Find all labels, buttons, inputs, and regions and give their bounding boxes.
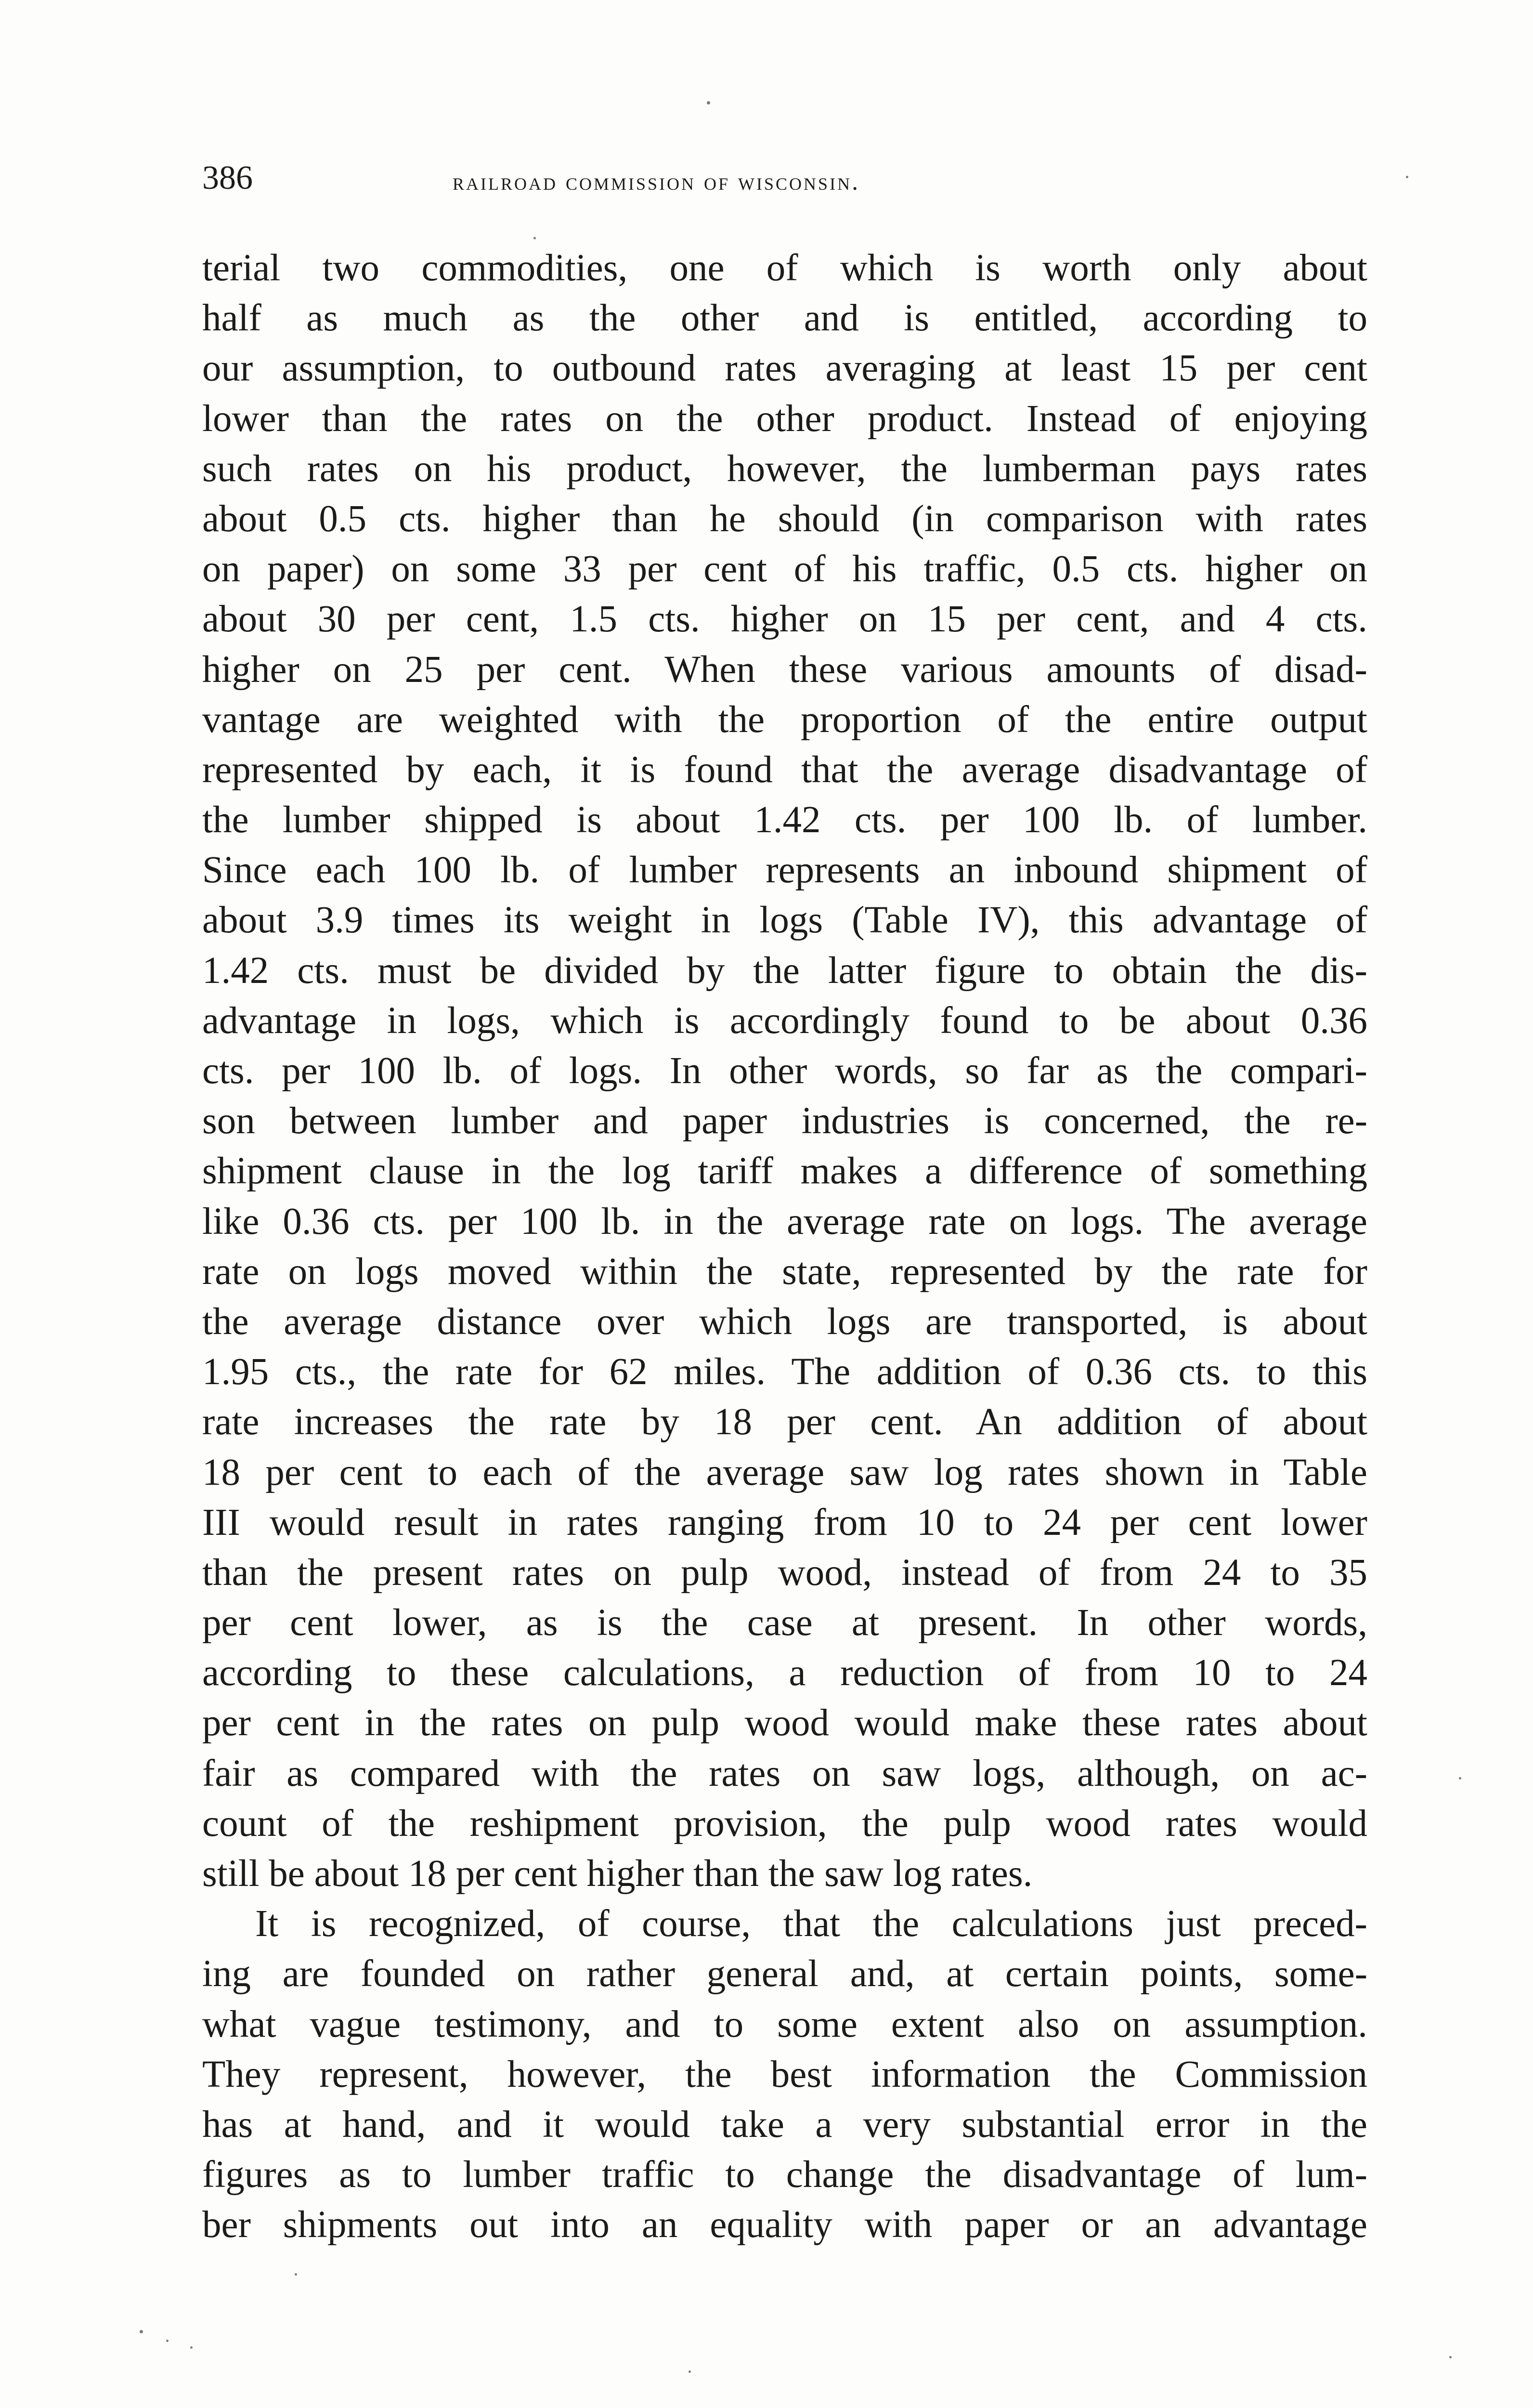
paper-speck (140, 2330, 143, 2333)
text-line: about 30 per cent, 1.5 cts. higher on 15 per cent, and 4 cts. (202, 598, 1367, 641)
text-line: according to these calculations, a reduction of from 10 to 24 (202, 1652, 1367, 1694)
body-text (202, 243, 1367, 2251)
text-line: rate on logs moved within the state, represented by the rate for (202, 1250, 1367, 1293)
text-line: fair as compared with the rates on saw logs, although, on ac- (202, 1752, 1367, 1794)
text-line: higher on 25 per cent. When these various amounts of disad- (202, 648, 1367, 691)
paper-speck (533, 237, 536, 239)
text-line: like 0.36 cts. per 100 lb. in the average rate on logs. The average (202, 1200, 1367, 1243)
page-number: 386 (202, 159, 253, 196)
text-line: about 3.9 times its weight in logs (Table IV), this advantage of (202, 899, 1367, 942)
text-line: terial two commodities, one of which is worth only about (202, 247, 1367, 289)
text-line: III would result in rates ranging from 10 to 24 per cent lower (202, 1501, 1367, 1544)
paper-speck (689, 2370, 691, 2373)
text-line: figures as to lumber traffic to change the disadvantage of lum- (202, 2154, 1367, 2196)
text-line: 18 per cent to each of the average saw log rates shown in Table (202, 1451, 1367, 1493)
text-line: than the present rates on pulp wood, instead of from 24 to 35 (202, 1551, 1367, 1594)
paper-speck (295, 2273, 297, 2276)
text-line: rate increases the rate by 18 per cent. An addition of about (202, 1401, 1367, 1443)
text-line: about 0.5 cts. higher than he should (in comparison with rates (202, 497, 1367, 540)
text-line: half as much as the other and is entitled, according to (202, 297, 1367, 340)
text-line: has at hand, and it would take a very substantial error in the (202, 2103, 1367, 2146)
text-line: what vague testimony, and to some extent also on assumption. (202, 2003, 1367, 2045)
text-line: son between lumber and paper industries is concerned, the re- (202, 1100, 1367, 1142)
text-line: They represent, however, the best information the Commission (202, 2053, 1367, 2095)
text-line: the average distance over which logs are transported, is about (202, 1300, 1367, 1343)
text-line: 1.95 cts., the rate for 62 miles. The addition of 0.36 cts. to this (202, 1351, 1367, 1393)
paragraph-2 (202, 1899, 1367, 2250)
text-line: shipment clause in the log tariff makes a difference of something (202, 1150, 1367, 1192)
paper-speck (1449, 2356, 1452, 2358)
text-line: vantage are weighted with the proportion of the entire output (202, 698, 1367, 741)
paper-speck (1459, 1777, 1461, 1780)
text-line: ing are founded on rather general and, at certain points, some- (202, 1953, 1367, 1995)
text-line: 1.42 cts. must be divided by the latter figure to obtain the dis- (202, 949, 1367, 992)
text-line: Since each 100 lb. of lumber represents an inbound shipment of (202, 849, 1367, 891)
paper-speck (707, 101, 710, 105)
text-line: advantage in logs, which is accordingly found to be about 0.36 (202, 999, 1367, 1042)
paragraph-1 (202, 243, 1367, 1899)
text-line: It is recognized, of course, that the calculations just preced- (255, 1903, 1367, 1945)
text-line: such rates on his product, however, the lumberman pays rates (202, 447, 1367, 490)
paper-speck (1406, 176, 1408, 178)
text-line: ber shipments out into an equality with paper or an advantage (202, 2204, 1367, 2246)
text-line: per cent in the rates on pulp wood would make these rates about (202, 1702, 1367, 1744)
text-line: the lumber shipped is about 1.42 cts. per 100 lb. of lumber. (202, 799, 1367, 841)
text-line: our assumption, to outbound rates averaging at least 15 per cent (202, 347, 1367, 390)
text-line: represented by each, it is found that the average disadvantage of (202, 748, 1367, 791)
text-line: per cent lower, as is the case at present. In other words, (202, 1602, 1367, 1644)
text-line: still be about 18 per cent higher than the saw log rates. (202, 1853, 1033, 1895)
text-line: cts. per 100 lb. of logs. In other words, so far as the compari- (202, 1050, 1367, 1092)
page-header (202, 154, 1367, 202)
text-line: on paper) on some 33 per cent of his traffic, 0.5 cts. higher on (202, 548, 1367, 590)
paper-speck (190, 2346, 193, 2349)
paper-speck (166, 2340, 169, 2342)
running-title: railroad commission of wisconsin. (453, 168, 860, 196)
text-line: lower than the rates on the other product. Instead of enjoying (202, 397, 1367, 440)
text-line: count of the reshipment provision, the pulp wood rates would (202, 1802, 1367, 1845)
